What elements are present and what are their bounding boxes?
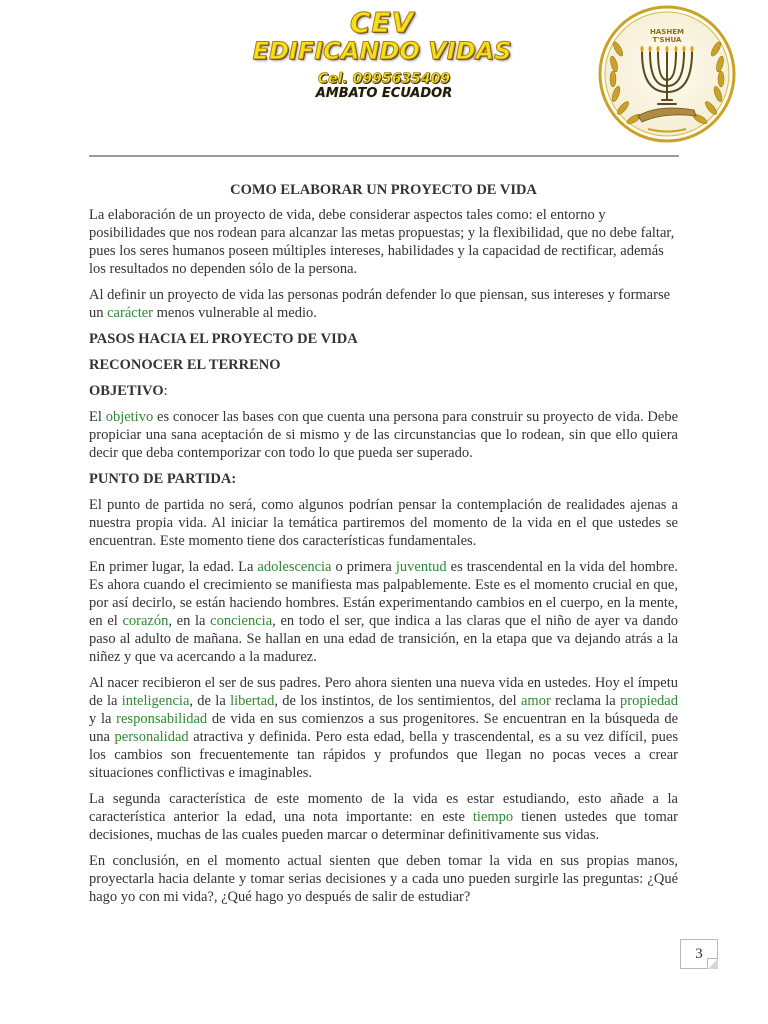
paragraph-8: En conclusión, en el momento actual sienten que deben tomar la vida en sus propias manos, proyectarla hacia delante y tomar serias decisiones y a cada uno pueden surgirle las preguntas: ¿Qué hago yo con mi vida?, ¿Qué hago yo después de salir de estudiar? xyxy=(89,853,678,905)
header-city: AMBATO ECUADOR xyxy=(315,86,453,101)
heading-objetivo: OBJETIVO: xyxy=(89,383,168,399)
paragraph-4: El punto de partida no será, como algunos podrían pensar la contemplación de realidades ajenas a nuestra propia vida. Al iniciar la temática partiremos del momento de la vida en el que ustedes se encuentran. Este momento tiene dos características fundamentales. xyxy=(89,497,678,549)
header-line-edificando: EDIFICANDO VIDAS xyxy=(252,37,512,65)
link-personalidad[interactable]: personalidad xyxy=(114,729,189,745)
link-caracter[interactable]: carácter xyxy=(107,305,153,321)
link-conciencia[interactable]: conciencia xyxy=(210,613,273,629)
link-inteligencia[interactable]: inteligencia xyxy=(121,693,190,709)
paragraph-7: La segunda característica de este momento de la vida es estar estudiando, esto añade a la característica anterior la edad, una nota importante: en este tiempo tienen ustedes que tomar decisiones, muchas de las cuales pueden marcar o determinar definitivamente sus vidas. xyxy=(89,791,679,843)
header-phone: Cel. 0995635409 xyxy=(317,71,451,87)
paragraph-3: El objetivo es conocer las bases con que cuenta una persona para construir su proyecto de vida. Debe propiciar una sana aceptación de si mismo y de las circunstancias que lo rodean, sin que ello quiera decir que deba contemporizar con todo lo que pueda ser superado. xyxy=(89,409,679,461)
link-objetivo[interactable]: objetivo xyxy=(105,409,154,425)
link-libertad[interactable]: libertad xyxy=(230,693,275,709)
heading-reconocer: RECONOCER EL TERRENO xyxy=(89,357,281,373)
seal-ring-text-2: T'SHUA xyxy=(652,36,682,44)
paragraph-2: Al definir un proyecto de vida las personas podrán defender lo que piensan, sus intereses y formarse un carácter menos vulnerable al medio. xyxy=(89,287,671,321)
link-propiedad[interactable]: propiedad xyxy=(620,693,678,709)
link-adolescencia[interactable]: adolescencia xyxy=(257,559,332,575)
header-line-cev: CEV xyxy=(349,6,415,39)
heading-pasos: PASOS HACIA EL PROYECTO DE VIDA xyxy=(89,331,358,347)
page-curl-icon xyxy=(707,958,718,969)
link-juventud[interactable]: juventud xyxy=(395,559,447,575)
paragraph-1: La elaboración de un proyecto de vida, debe considerar aspectos tales como: el entorno y posibilidades que nos rodean para alcanzar las metas propuestas; y la flexibilidad, que no debe faltar, pues los seres humanos poseen múltiples intereses, habilidades y la capacidad de rectificar, además los resultados no dependen sólo de la persona. xyxy=(89,207,675,277)
heading-punto-de-partida: PUNTO DE PARTIDA: xyxy=(89,471,237,487)
link-responsabilidad[interactable]: responsabilidad xyxy=(116,711,208,727)
link-amor[interactable]: amor xyxy=(520,693,551,709)
document-title: COMO ELABORAR UN PROYECTO DE VIDA xyxy=(230,182,537,198)
page-number: 3 xyxy=(695,946,703,962)
link-tiempo[interactable]: tiempo xyxy=(472,809,514,825)
paragraph-5: En primer lugar, la edad. La adolescencia o primera juventud es trascendental en la vida del hombre. Es ahora cuando el crecimiento se manifiesta mas palpablemente. Este es el momento crucial en que, por así decirlo, se están haciendo hombres. Están experimentando cambios en el cuerpo, en la mente, en el corazón, en la conciencia, en todo el ser, que indica a las claras que el niño de ayer va dando paso al adulto de mañana. Se hallan en una edad de transición, en la etapa que va dejando atrás a la niñez y que va acercando a la madurez. xyxy=(89,559,679,665)
paragraph-6: Al nacer recibieron el ser de sus padres. Pero ahora sienten una nueva vida en ustedes. Hoy el ímpetu de la inteligencia, de la libertad, de los instintos, de los sentimientos, del amor reclama la propiedad y la responsabilidad de vida en sus comienzos a sus progenitores. Se encuentran en la búsqueda de una personalidad atractiva y definida. Pero esta edad, bella y trascendental, es a su vez difícil, pues los cambios son frecuentemente tan rápidos y profundos que llegan no pocas veces a crear situaciones conflictivas e imaginables. xyxy=(89,675,679,781)
menorah-seal-logo xyxy=(598,4,736,144)
page-number-box xyxy=(680,939,718,969)
header-divider xyxy=(89,155,679,157)
link-corazon[interactable]: corazón xyxy=(122,613,169,629)
seal-ring-text-1: HASHEM xyxy=(650,28,684,36)
document-body xyxy=(89,181,678,914)
